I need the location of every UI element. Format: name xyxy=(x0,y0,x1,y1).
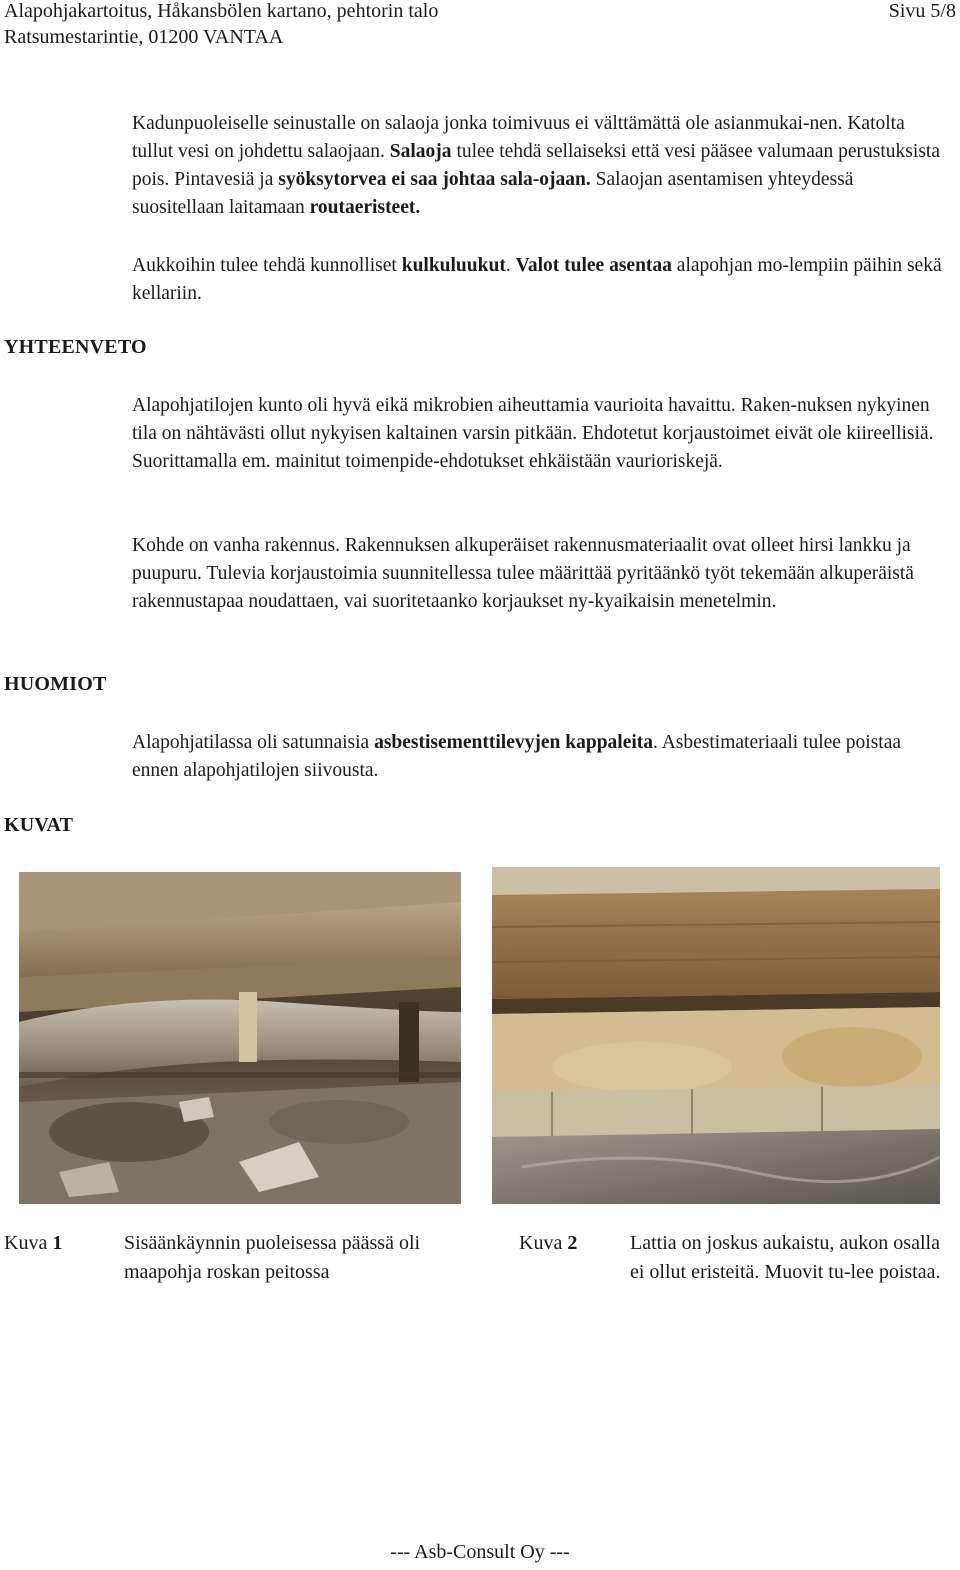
caption-label-1-text: Kuva xyxy=(4,1232,53,1254)
paragraph-asbestos xyxy=(132,729,944,785)
emphasis-text-3: Valot tulee asentaa xyxy=(515,255,672,276)
body-text-4: alapohjan mo-lempiin päihin sekä kellariin. xyxy=(132,255,942,304)
section-heading-huomiot: HUOMIOT xyxy=(4,673,107,695)
caption-label-2 xyxy=(519,1229,577,1258)
body-text-0: Aukkoihin tulee tehdä kunnolliset xyxy=(132,255,402,276)
body-text-0: Alapohjatilojen kunto oli hyvä eikä mikrobien aiheuttamia vaurioita havaittu. Raken-nuksen nykyinen tila on nähtävästi ollut nykyisen kaltainen varsin pitkään. Ehdotetut korjaustoimet eivät ole kiireellisiä. Suorittamalla em. mainitut toimenpide-ehdotukset ehkäistään vaurioriskejä. xyxy=(132,395,934,472)
caption-number-1: 1 xyxy=(52,1232,63,1254)
body-text-2: . xyxy=(505,255,516,276)
body-text-0: Alapohjatilassa oli satunnaisia xyxy=(132,732,375,753)
title-line-1: Alapohjakartoitus, Håkansbölen kartano, pehtorin talo xyxy=(4,0,439,22)
body-text-4: Salaojan asentamisen yhteydessä suositellaan laitamaan xyxy=(132,169,854,218)
caption-text-2: Lattia on joskus aukaistu, aukon osalla ei ollut eristeitä. Muovit tu-lee poistaa. xyxy=(630,1232,941,1283)
caption-label-2-text: Kuva xyxy=(519,1232,568,1254)
caption-number-2: 2 xyxy=(567,1232,578,1254)
body-text-0: Kadunpuoleiselle seinustalle on salaoja jonka toimivuus ei välttämättä ole asianmukai-nen. Katolta tullut vesi on johdettu salaojaan. xyxy=(132,113,905,162)
paragraph-drainage xyxy=(132,110,944,222)
emphasis-text-1: asbestisementtilevyjen kappaleita xyxy=(374,732,654,753)
emphasis-text-1: Salaoja xyxy=(389,141,452,162)
emphasis-text-3: syöksytorvea ei saa johtaa sala-ojaan. xyxy=(278,169,591,190)
document-title xyxy=(4,0,438,50)
footer-company: --- Asb-Consult Oy --- xyxy=(390,1541,570,1563)
caption-label-1 xyxy=(4,1229,62,1258)
photo-crawlspace-2 xyxy=(492,867,940,1204)
section-heading-kuvat: KUVAT xyxy=(4,814,74,836)
paragraph-old-building xyxy=(132,532,944,616)
caption-text-1: Sisäänkäynnin puoleisessa päässä oli maapohja roskan peitossa xyxy=(124,1232,421,1283)
section-heading-yhteenveto: YHTEENVETO xyxy=(4,336,147,358)
title-line-2: Ratsumestarintie, 01200 VANTAA xyxy=(4,26,284,48)
emphasis-text-1: kulkuluukut xyxy=(401,255,506,276)
paragraph-summary xyxy=(132,392,944,476)
emphasis-text-5: routaeristeet. xyxy=(309,197,421,218)
paragraph-hatches xyxy=(132,252,944,308)
photo-crawlspace-1 xyxy=(19,872,461,1204)
body-text-2: . Asbestimateriaali tulee poistaa ennen alapohjatilojen siivousta. xyxy=(132,732,902,781)
page-number: Sivu 5/8 xyxy=(888,0,956,22)
body-text-2: tulee tehdä sellaiseksi että vesi pääsee valumaan perustuksista pois. Pintavesiä ja xyxy=(132,141,940,190)
body-text-0: Kohde on vanha rakennus. Rakennuksen alkuperäiset rakennusmateriaalit ovat olleet hirsi lankku ja puupuru. Tulevia korjaustoimia suunnitellessa tulee määrittää pyritäänkö työt tekemään alkuperäistä rakennustapaa noudattaen, vai suoritetaanko korjaukset ny-kyaikaisin menetelmin. xyxy=(132,535,914,612)
